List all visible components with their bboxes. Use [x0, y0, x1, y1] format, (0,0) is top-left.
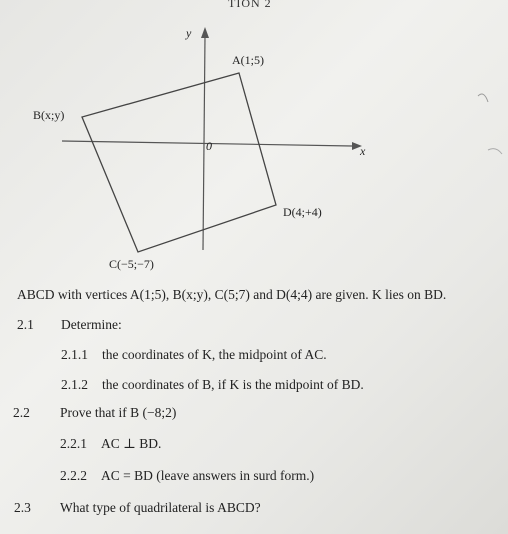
question-text: Prove that if B (−8;2)	[60, 405, 177, 420]
question-number: 2.3	[14, 500, 31, 515]
y-axis-arrow	[201, 27, 209, 38]
point-c-label: C(−5;−7)	[109, 257, 154, 271]
point-a-label: A(1;5)	[232, 53, 264, 67]
question-number: 2.1	[17, 317, 34, 332]
question-text: What type of quadrilateral is ABCD?	[60, 500, 261, 515]
intro-text: ABCD with vertices A(1;5), B(x;y), C(5;7) and D(4;4) are given. K lies on BD.	[17, 287, 447, 302]
question-number: 2.2	[13, 405, 30, 420]
point-b-label: B(x;y)	[33, 108, 65, 122]
section-header: TION 2	[228, 0, 272, 10]
origin-label: 0	[206, 139, 212, 153]
question-text: the coordinates of B, if K is the midpoint of BD.	[102, 377, 364, 392]
pen-mark-2	[488, 149, 502, 154]
x-axis-label: x	[360, 144, 366, 158]
question-text: AC ⊥ BD.	[101, 436, 162, 451]
y-axis-label: y	[186, 26, 192, 40]
question-text: AC = BD (leave answers in surd form.)	[101, 468, 315, 483]
question-number: 2.2.1	[60, 436, 87, 451]
question-text: the coordinates of K, the midpoint of AC.	[102, 347, 327, 362]
question-number: 2.1.2	[61, 377, 88, 392]
point-d-label: D(4;+4)	[283, 205, 322, 219]
pen-mark	[478, 94, 488, 102]
quadrilateral-abcd	[82, 73, 276, 252]
question-number: 2.2.2	[60, 468, 87, 483]
question-text: Determine:	[61, 317, 122, 332]
question-number: 2.1.1	[61, 347, 88, 362]
